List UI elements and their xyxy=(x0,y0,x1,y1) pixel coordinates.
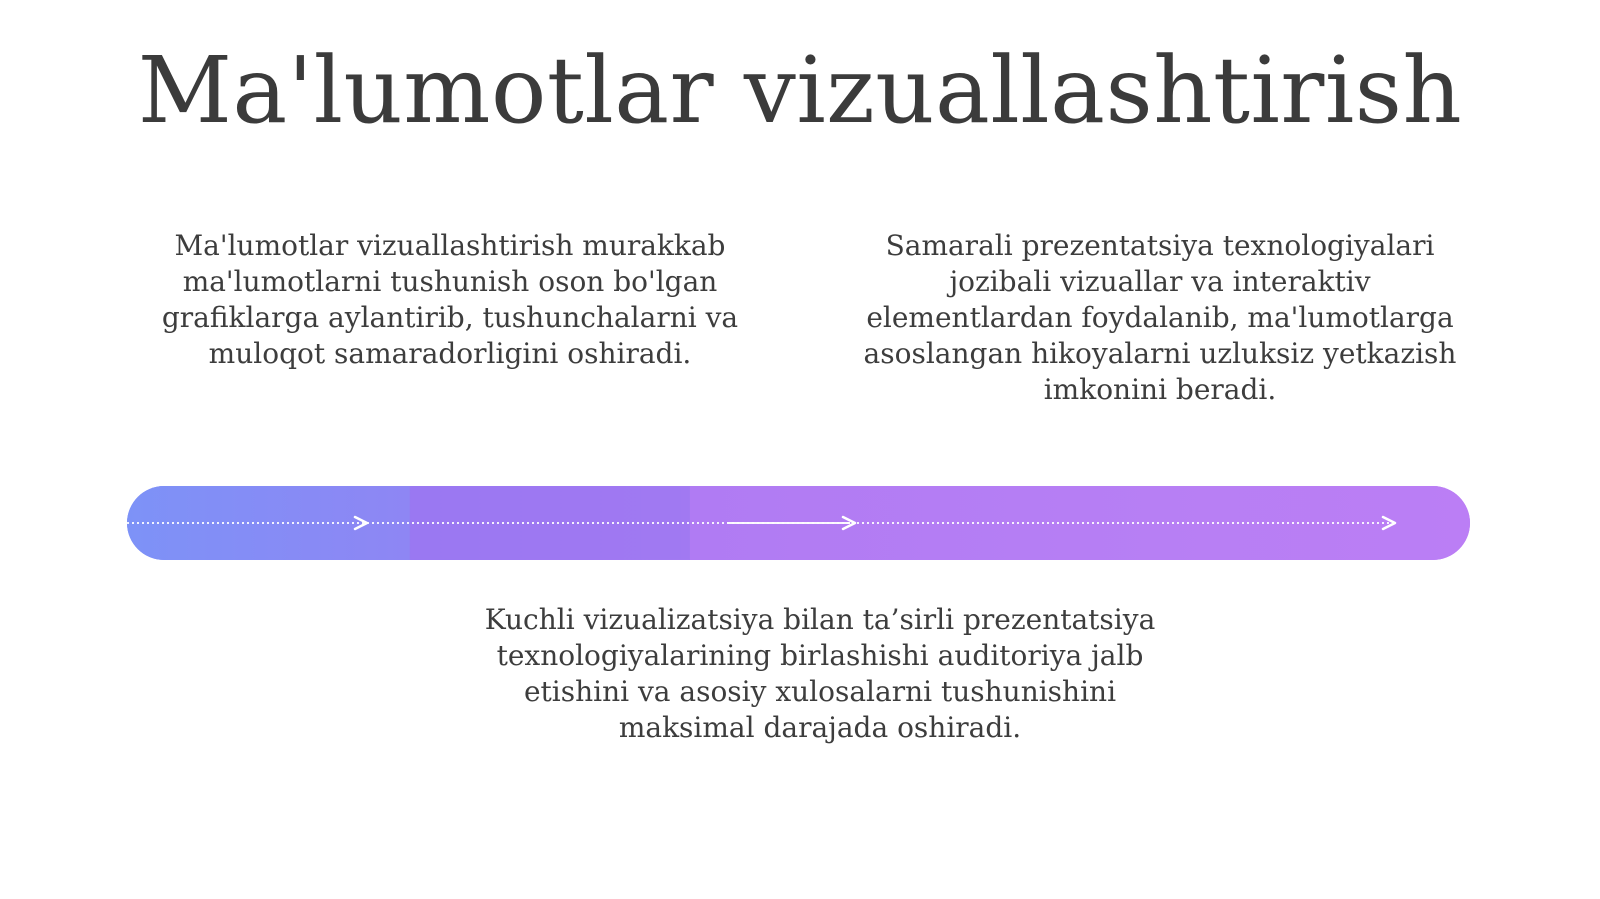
bottom-paragraph: Kuchli vizualizatsiya bilan ta’sirli prezentatsiya texnologiyalarining birlashishi auditoriya jalb etishini va asosiy xulosalarni tushunishini maksimal darajada oshiradi. xyxy=(484,603,1156,744)
right-paragraph: Samarali prezentatsiya texnologiyalari jozibali vizuallar va interaktiv elementlardan foydalanib, ma'lumotlarga asoslangan hikoyalarni uzluksiz yetkazish imkonini beradi. xyxy=(863,229,1457,406)
slide-title: Ma'lumotlar vizuallashtirish xyxy=(137,37,1463,144)
bar-arrow-lines xyxy=(127,486,1470,560)
gradient-progress-bar xyxy=(127,486,1470,560)
arrow-right-icon xyxy=(355,517,367,529)
left-paragraph: Ma'lumotlar vizuallashtirish murakkab ma'lumotlarni tushunish oson bo'lgan grafiklarga aylantirib, tushunchalarni va muloqot samaradorligini oshiradi. xyxy=(161,229,739,370)
